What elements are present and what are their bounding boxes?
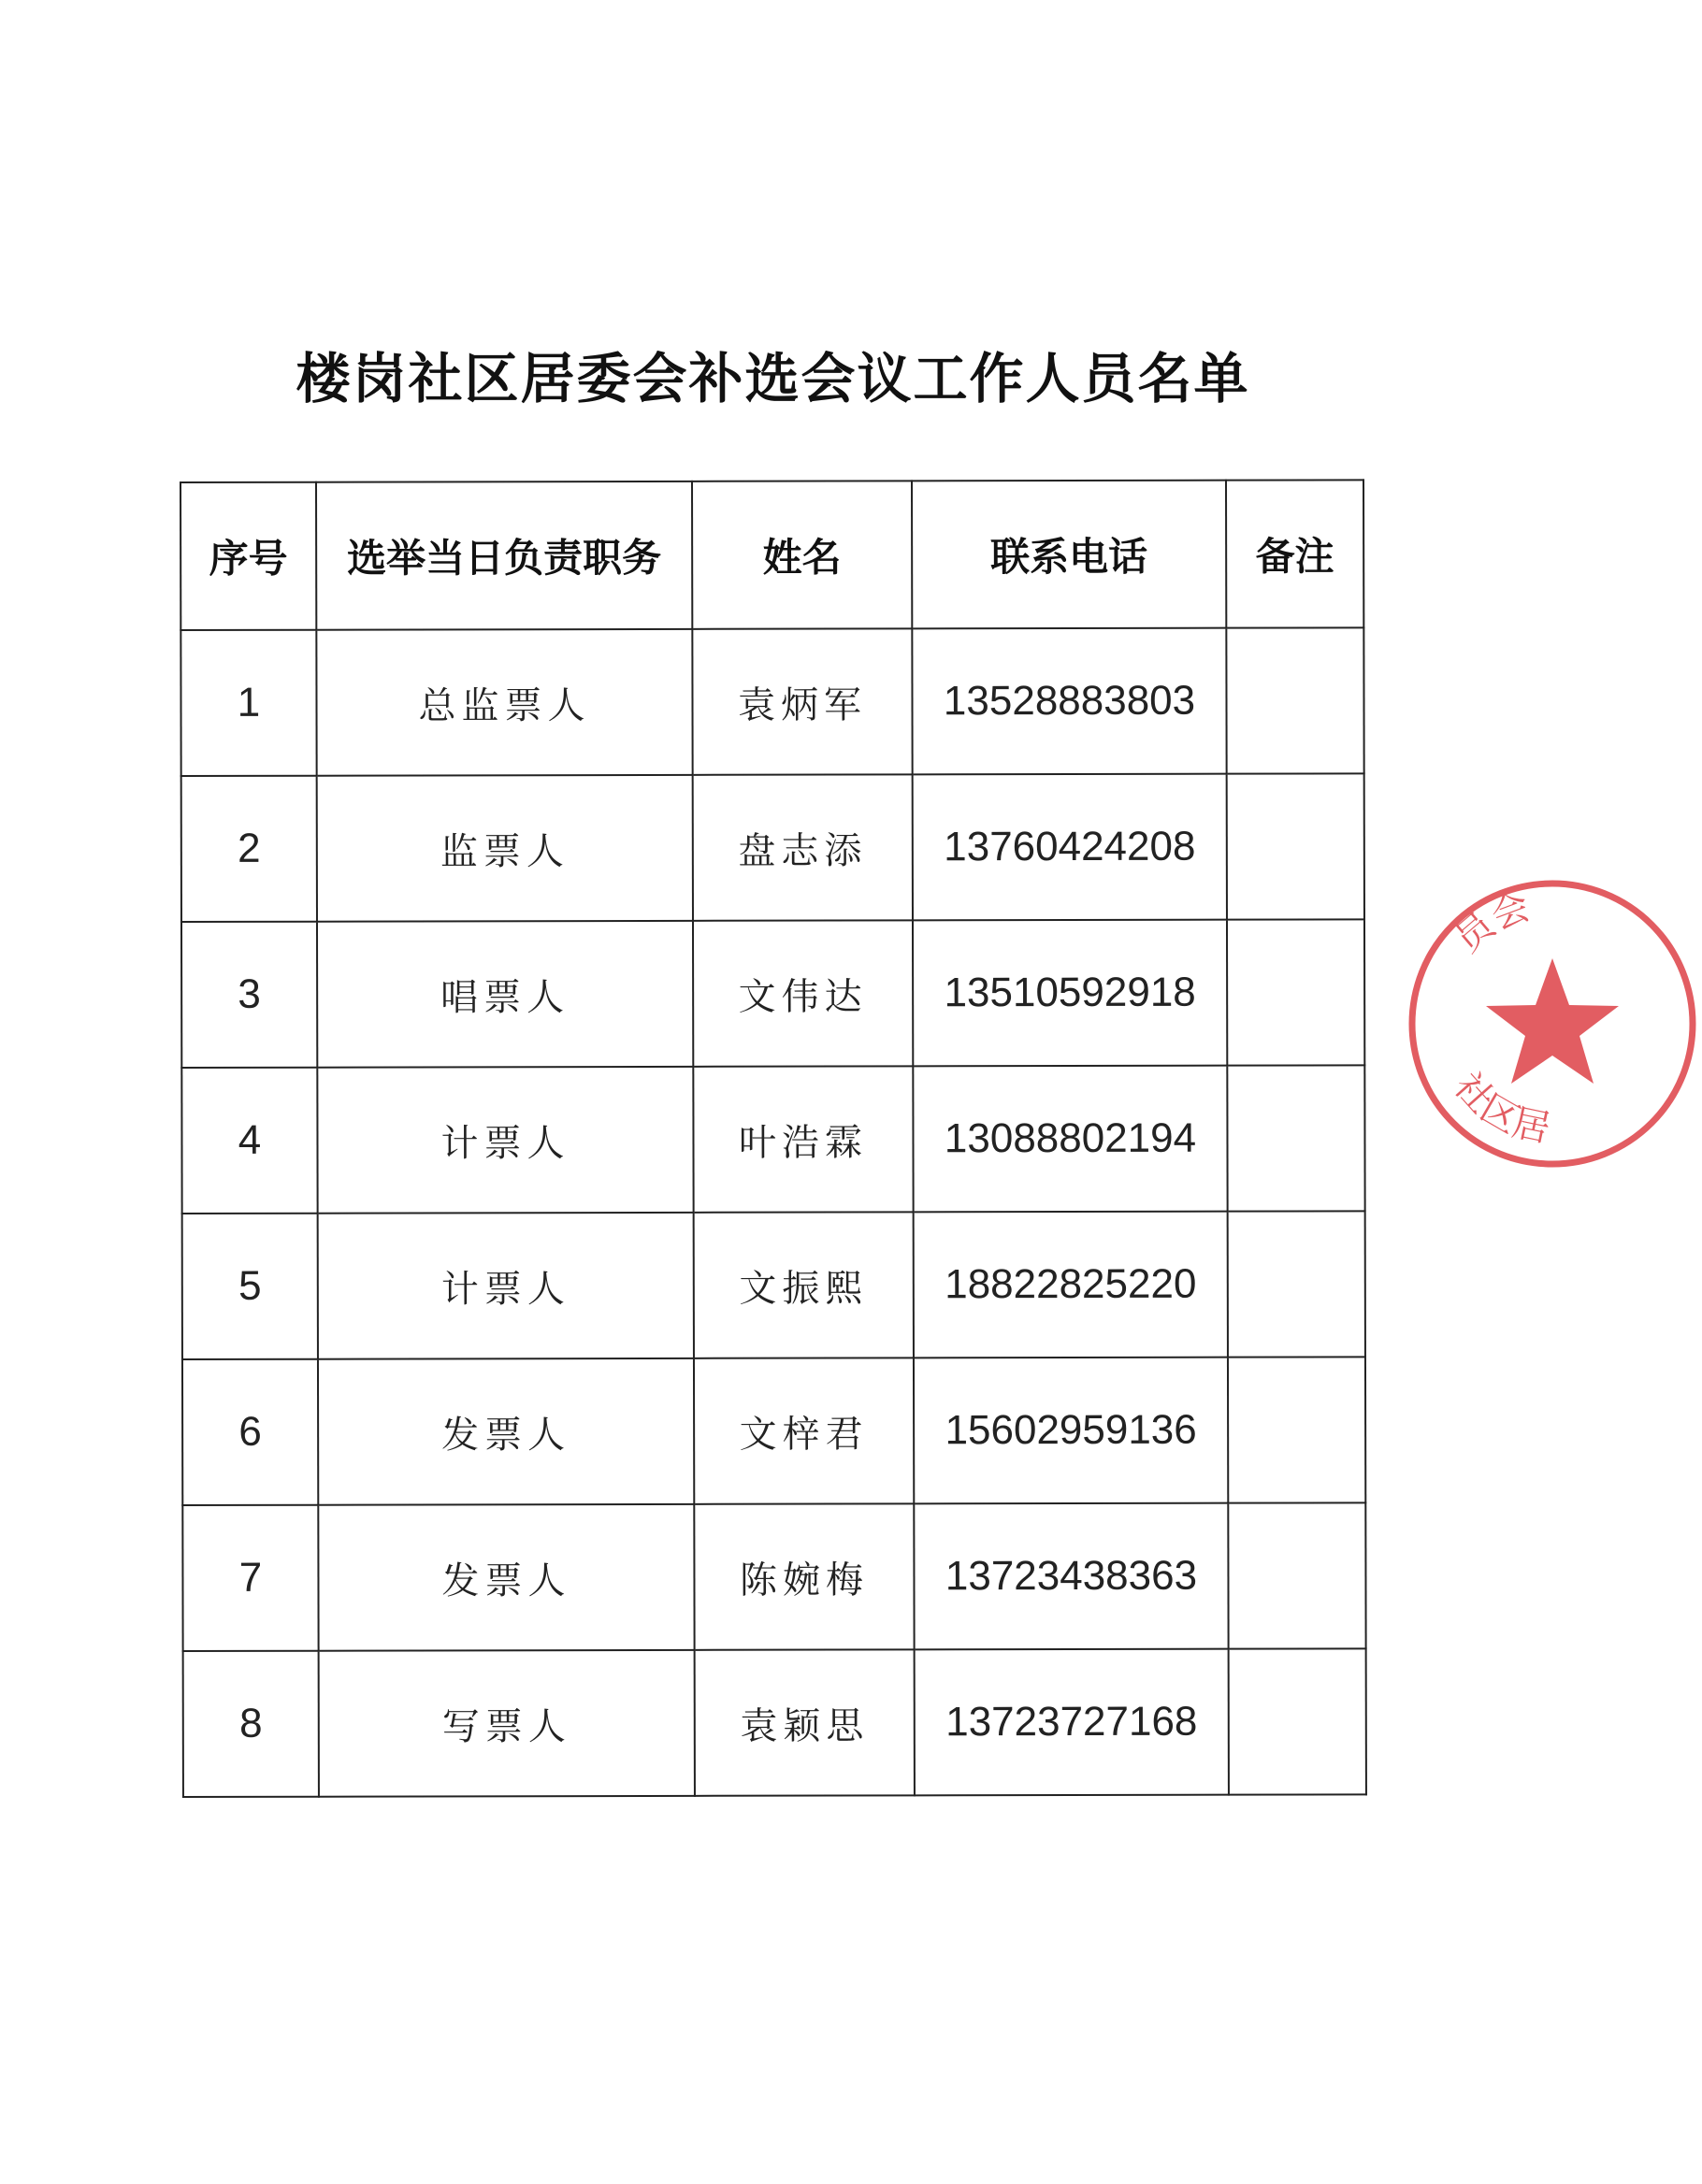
table-row [183, 1648, 1366, 1797]
row-duty: 发票人 [318, 1504, 694, 1651]
header-number: 序号 [180, 482, 316, 630]
row-phone: 13723438363 [914, 1503, 1228, 1650]
row-name: 文振熙 [694, 1212, 914, 1358]
star-icon [1486, 958, 1619, 1084]
table-row [181, 1065, 1364, 1214]
table-row [181, 773, 1364, 922]
row-phone: 18822825220 [914, 1212, 1228, 1358]
row-number: 1 [180, 630, 316, 776]
header-duty: 选举当日负责职务 [316, 481, 692, 630]
row-duty: 计票人 [318, 1213, 694, 1359]
seal-top-text: 员会 [1446, 884, 1536, 962]
row-number: 7 [182, 1505, 318, 1651]
row-remark [1228, 1357, 1365, 1502]
row-name: 文梓君 [694, 1358, 914, 1503]
seal-bottom-text: 社区居 [1445, 1065, 1554, 1152]
row-number: 3 [181, 922, 317, 1068]
row-remark [1227, 919, 1364, 1065]
row-number: 2 [181, 776, 317, 922]
table-row [182, 1211, 1365, 1359]
row-phone: 13088802194 [913, 1066, 1227, 1213]
row-number: 8 [183, 1651, 319, 1797]
row-phone: 15602959136 [914, 1358, 1228, 1504]
row-duty: 唱票人 [317, 921, 693, 1068]
row-name: 叶浩霖 [693, 1066, 913, 1212]
row-remark [1227, 1065, 1364, 1211]
row-number: 4 [181, 1068, 317, 1214]
table-row [182, 1357, 1365, 1505]
row-duty: 计票人 [317, 1067, 693, 1214]
row-name: 文伟达 [693, 920, 913, 1066]
row-remark [1228, 1502, 1365, 1648]
row-remark [1226, 627, 1363, 773]
official-seal [1403, 874, 1702, 1173]
table-row [181, 919, 1364, 1068]
row-name: 盘志添 [693, 774, 913, 920]
row-phone: 13723727168 [915, 1649, 1229, 1796]
row-phone: 13760424208 [913, 774, 1227, 921]
row-name: 陈婉梅 [694, 1503, 914, 1649]
staff-table [180, 479, 1367, 1798]
header-phone: 联系电话 [912, 481, 1226, 629]
row-remark [1229, 1648, 1366, 1794]
row-duty: 发票人 [318, 1358, 694, 1505]
row-phone: 13528883803 [912, 628, 1226, 775]
table-row [182, 1502, 1365, 1651]
table-row [180, 627, 1363, 776]
row-number: 6 [182, 1359, 318, 1505]
row-duty: 写票人 [319, 1650, 695, 1797]
row-remark [1227, 773, 1364, 919]
row-duty: 总监票人 [316, 629, 692, 776]
row-remark [1228, 1211, 1365, 1357]
row-number: 5 [182, 1214, 318, 1359]
row-name: 袁颖思 [695, 1649, 915, 1795]
row-phone: 13510592918 [913, 920, 1227, 1067]
table-header-row [180, 480, 1363, 630]
header-remark: 备注 [1226, 480, 1363, 627]
header-name: 姓名 [692, 481, 912, 628]
row-name: 袁炳军 [692, 628, 912, 774]
page-title: 楼岗社区居委会补选会议工作人员名单 [296, 347, 1250, 410]
row-duty: 监票人 [317, 775, 693, 922]
